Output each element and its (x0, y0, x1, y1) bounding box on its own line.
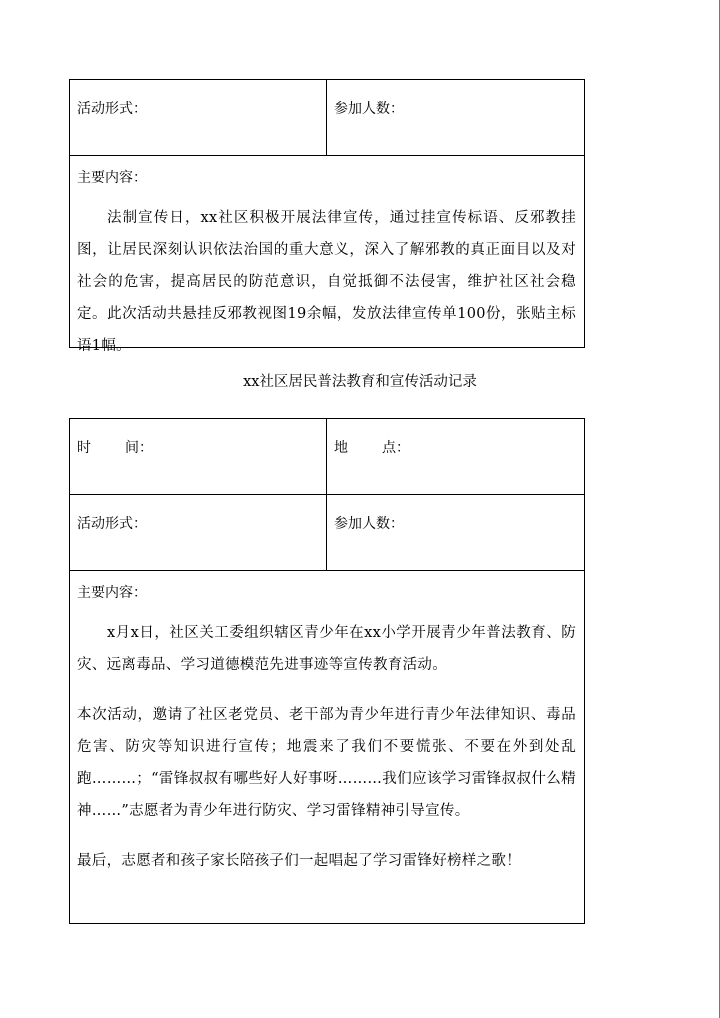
activity-form-label: 活动形式： (77, 101, 147, 117)
main-content-row-2 (70, 571, 584, 923)
activity-table-1 (69, 79, 585, 354)
main-content-label: 主要内容： (77, 170, 147, 186)
time-label-first: 时 (77, 440, 91, 456)
place-label-second: 点： (382, 440, 410, 456)
activity-table-2 (69, 418, 585, 924)
participant-count-cell (327, 80, 584, 155)
place-label-first: 地 (334, 440, 348, 456)
form-count-row-2 (70, 495, 584, 571)
time-place-row (70, 419, 584, 495)
main-content-text: 法制宣传日，xx社区积极开展法律宣传，通过挂宣传标语、反邪教挂图，让居民深刻认识依法治国的重大意义，深入了解邪教的真正面目以及对社会的危害，提高居民的防范意识，自觉抵御不法侵害，维护社区社会稳定。此次活动共悬挂反邪教视图19余幅，发放法律宣传单100份，张贴主标语1幅。 (77, 210, 576, 354)
record-title: xx社区居民普法教育和宣传活动记录 (243, 374, 477, 390)
place-cell (327, 419, 584, 494)
content-paragraph-1: x月x日，社区关工委组织辖区青少年在xx小学开展青少年普法教育、防灾、远离毒品、学习道德模范先进事迹等宣传教育活动。 (77, 625, 576, 673)
main-content-row (70, 156, 584, 354)
activity-form-cell (70, 80, 327, 155)
main-content-cell-2 (70, 571, 584, 923)
participant-count-label: 参加人数： (334, 101, 404, 117)
time-label-second: 间： (125, 440, 153, 456)
content-paragraph-3: 最后，志愿者和孩子家长陪孩子们一起唱起了学习雷锋好榜样之歌！ (77, 853, 521, 869)
form-count-row (70, 80, 584, 156)
participant-count-label-2: 参加人数： (334, 516, 404, 532)
main-content-cell (70, 156, 584, 354)
activity-form-label-2: 活动形式： (77, 516, 147, 532)
activity-form-cell-2 (70, 495, 327, 570)
participant-count-cell-2 (327, 495, 584, 570)
content-paragraph-2: 本次活动，邀请了社区老党员、老干部为青少年进行青少年法律知识、毒品危害、防灾等知识进行宣传；地震来了我们不要慌张、不要在外到处乱跑………；“雷锋叔叔有哪些好人好事呀………我们应该学习雷锋叔叔什么精神……”志愿者为青少年进行防灾、学习雷锋精神引导宣传。 (77, 707, 576, 819)
main-content-label-2: 主要内容： (77, 585, 147, 601)
time-cell (70, 419, 327, 494)
